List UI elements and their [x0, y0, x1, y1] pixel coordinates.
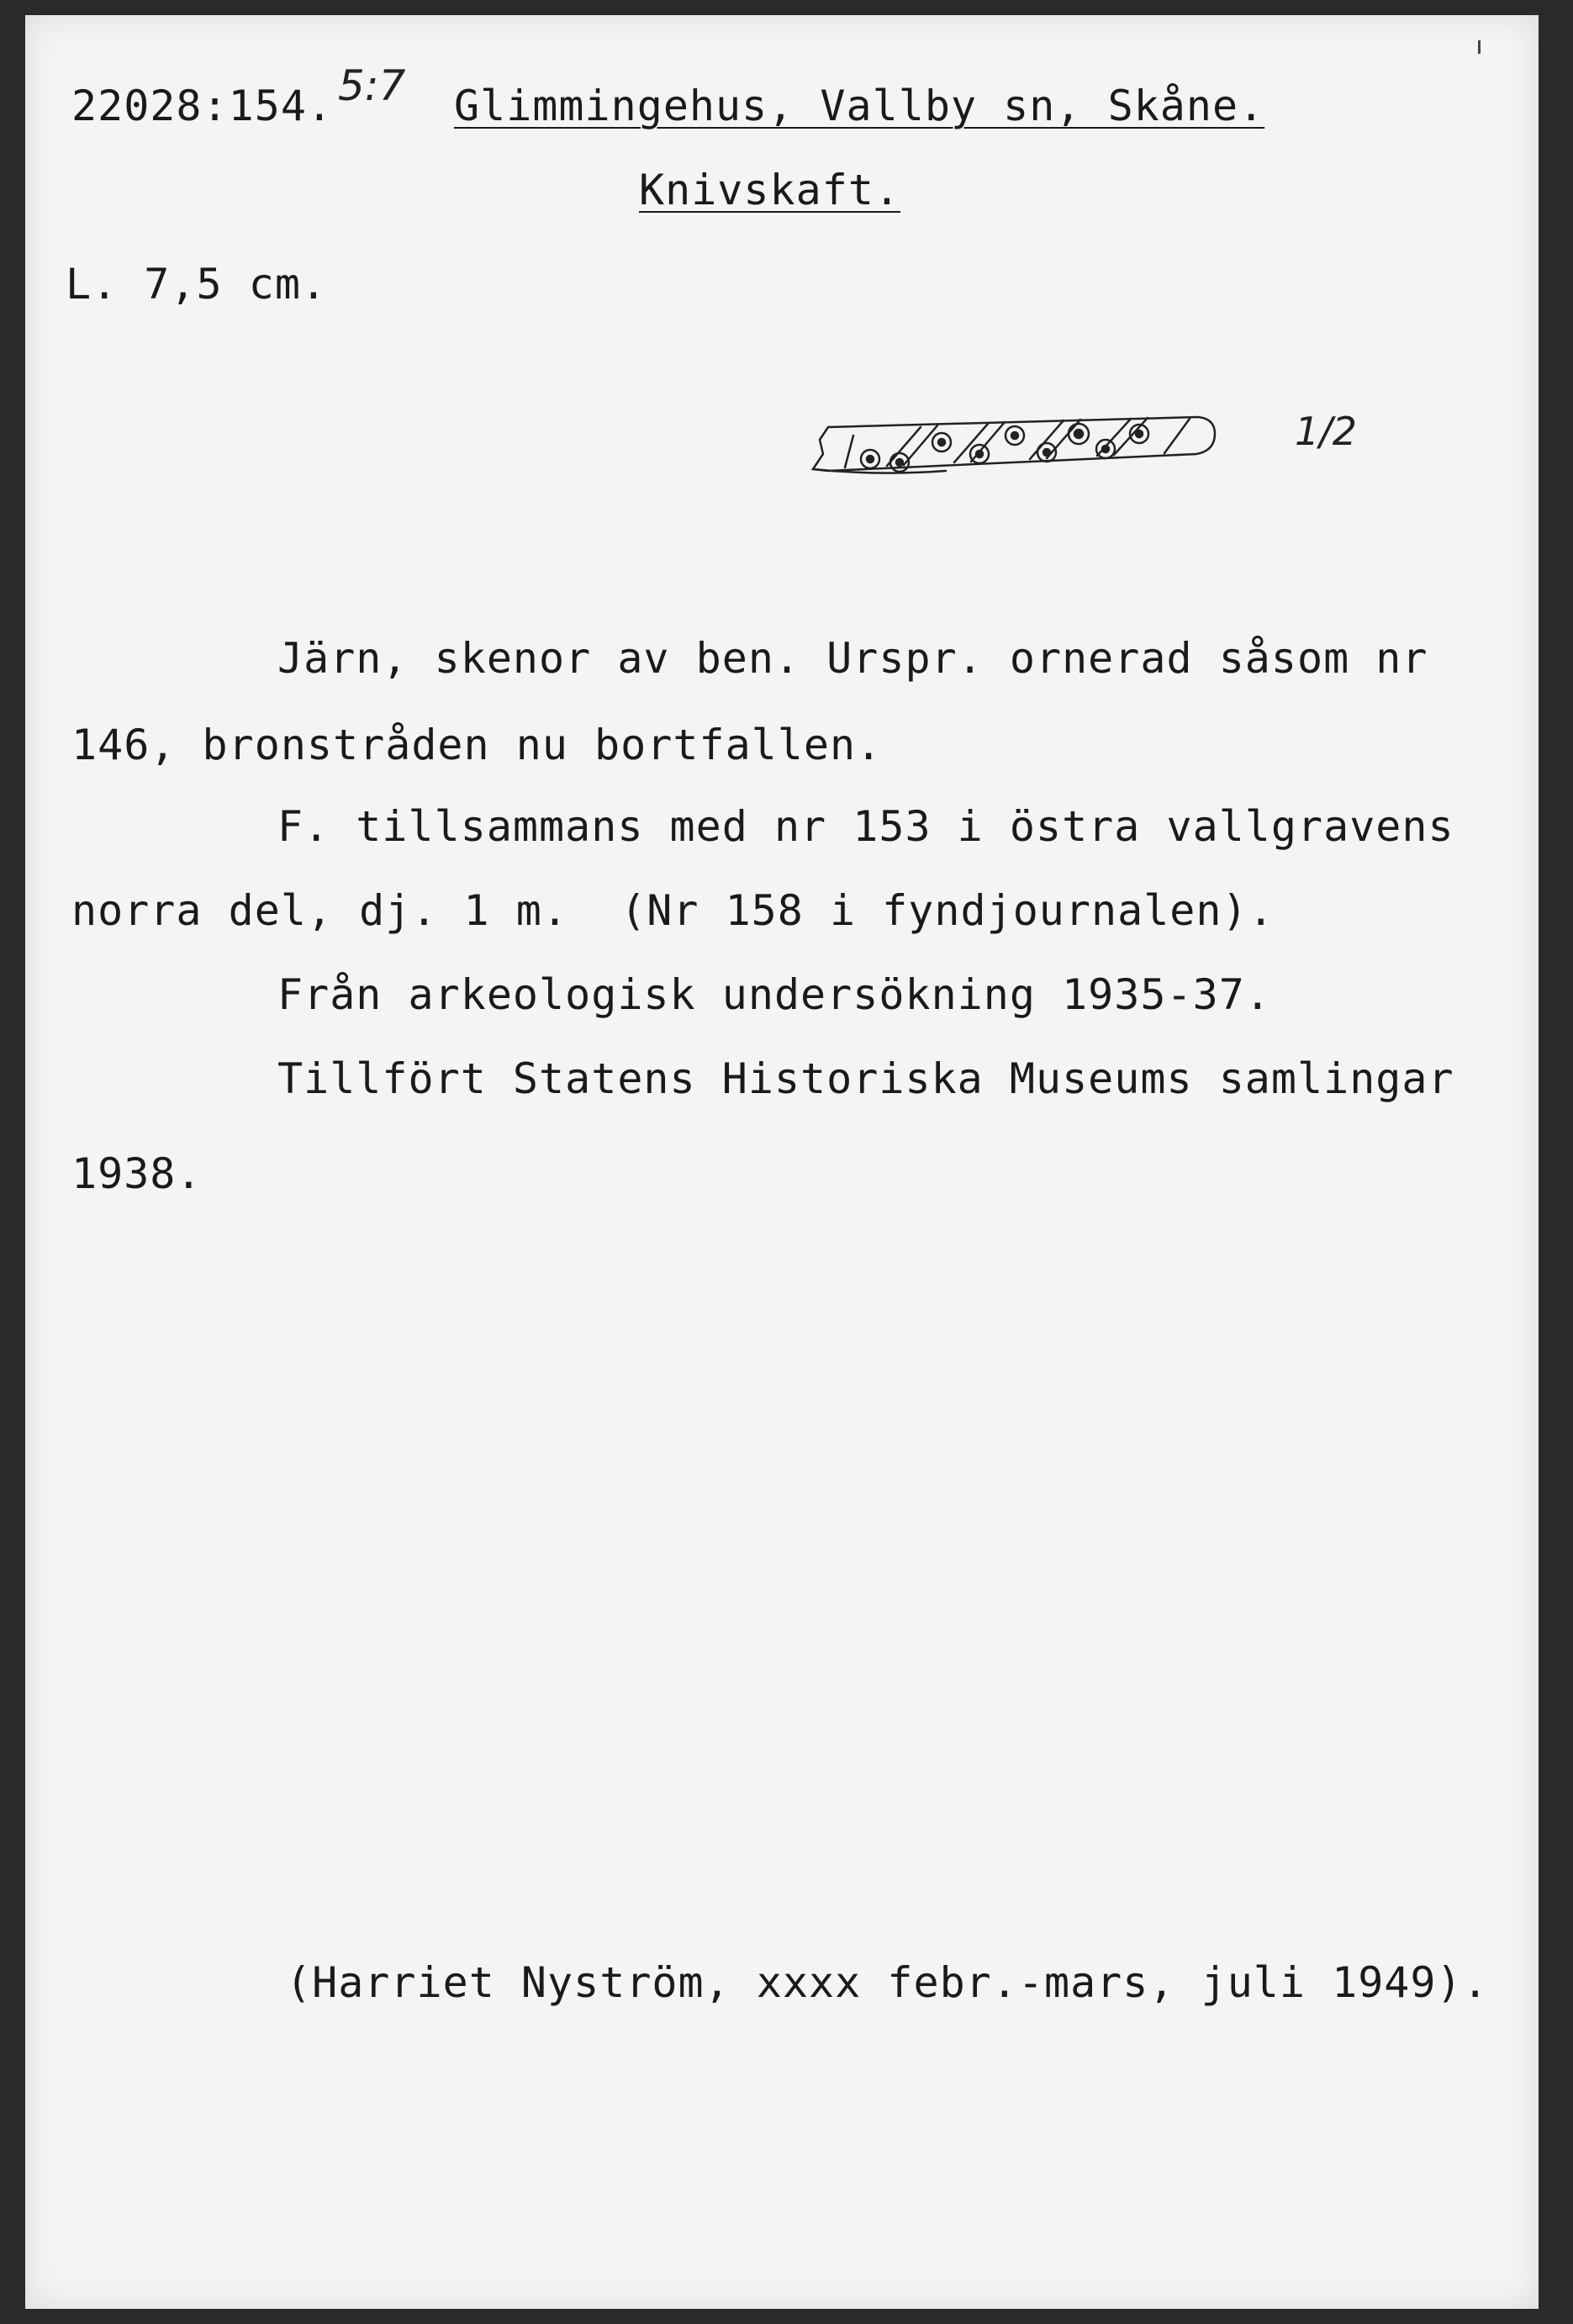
handwritten-note: 5:7 [338, 61, 406, 110]
corner-mark [1478, 40, 1481, 54]
knife-handle-sketch-icon [794, 393, 1240, 503]
signature-line: (Harriet Nyström, xxxx febr.-mars, juli 1949). [286, 1958, 1489, 2007]
body-line: Tillfört Statens Historiska Museums samlingar [277, 1054, 1454, 1103]
body-line: F. tillsammans med nr 153 i östra vallgravens [277, 802, 1454, 851]
body-line: Från arkeologisk undersökning 1935-37. [277, 970, 1271, 1019]
body-line: Järn, skenor av ben. Urspr. ornerad såsom nr [277, 634, 1428, 683]
scale-label: 1/2 [1295, 409, 1358, 454]
catalog-number: 22028:154. [71, 82, 334, 130]
body-line: 146, bronstråden nu bortfallen. [71, 721, 883, 769]
body-line: 1938. [71, 1149, 203, 1198]
find-location: Glimmingehus, Vallby sn, Skåne. [454, 82, 1265, 130]
body-line: norra del, dj. 1 m. (Nr 158 i fyndjournalen). [71, 886, 1275, 935]
dimension: L. 7,5 cm. [66, 260, 328, 309]
object-title: Knivskaft. [639, 166, 901, 214]
catalog-card [25, 15, 1539, 2309]
